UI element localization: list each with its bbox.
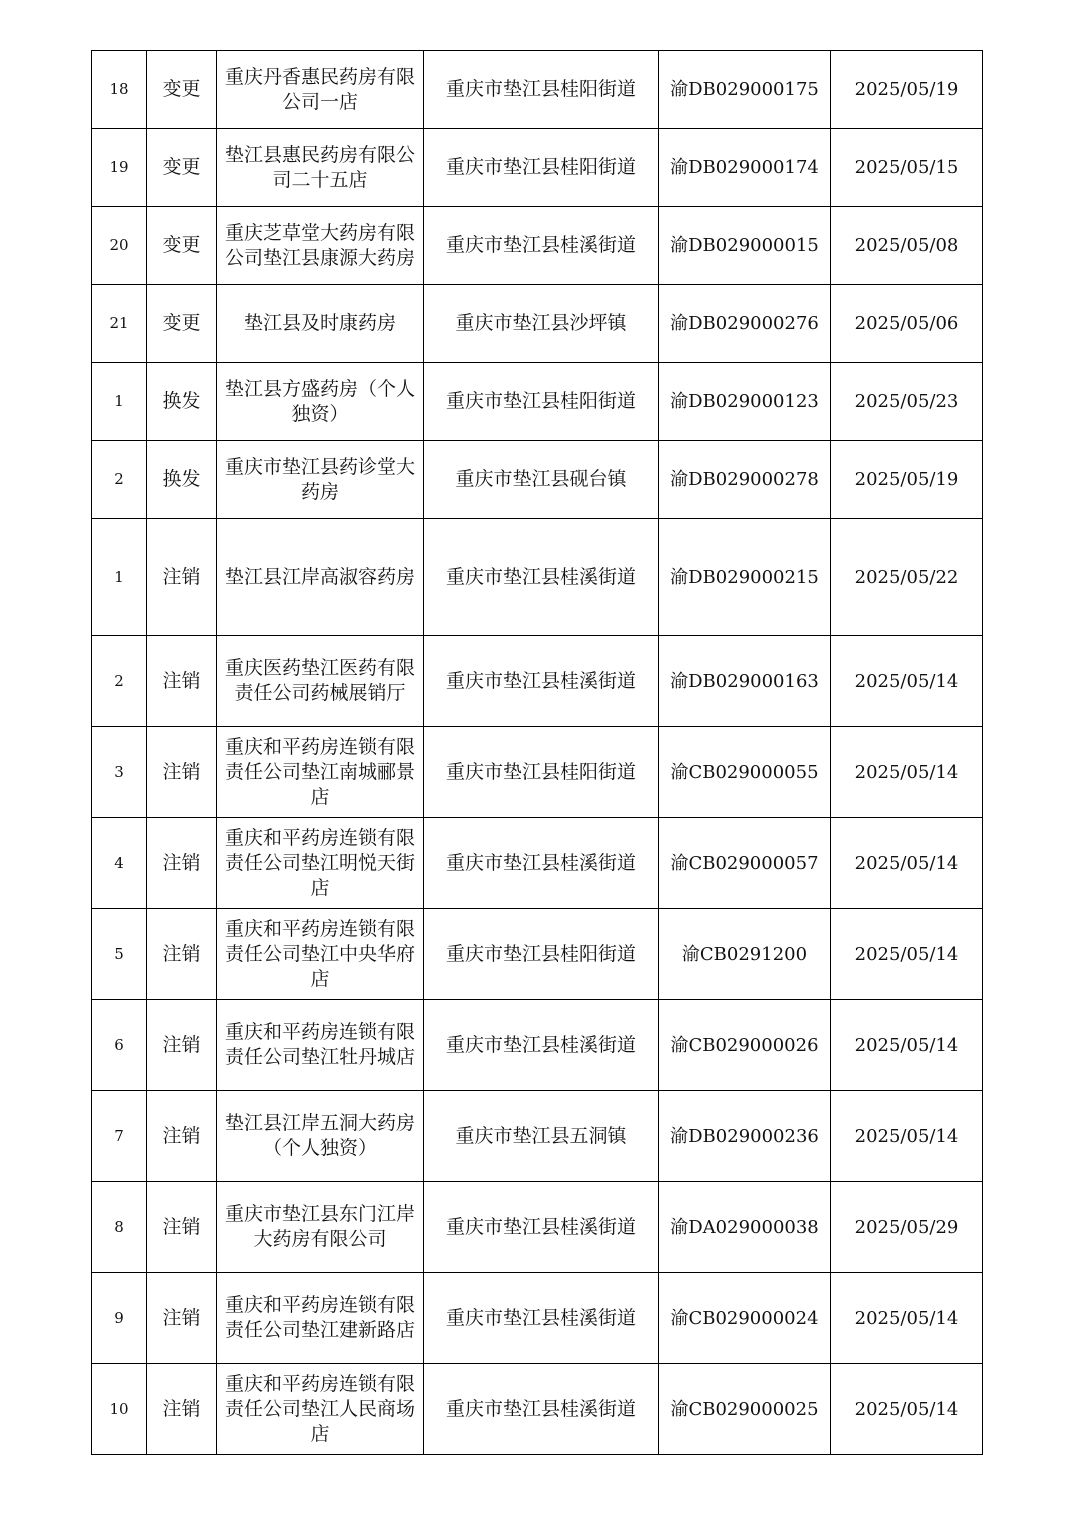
- row-number: 1: [92, 519, 147, 636]
- pharmacy-name: 垫江县惠民药房有限公司二十五店: [217, 129, 424, 207]
- pharmacy-name: 重庆和平药房连锁有限责任公司垫江中央华府店: [217, 909, 424, 1000]
- record-date: 2025/05/14: [831, 727, 983, 818]
- pharmacy-address: 重庆市垫江县桂溪街道: [424, 818, 659, 909]
- table-row: [92, 51, 983, 129]
- table-row: [92, 1091, 983, 1182]
- row-number: 1: [92, 363, 147, 441]
- pharmacy-name: 垫江县及时康药房: [217, 285, 424, 363]
- pharmacy-address: 重庆市垫江县沙坪镇: [424, 285, 659, 363]
- change-type: 变更: [147, 129, 217, 207]
- record-date: 2025/05/14: [831, 818, 983, 909]
- license-number: 渝DB029000174: [659, 129, 831, 207]
- pharmacy-address: 重庆市垫江县桂阳街道: [424, 129, 659, 207]
- pharmacy-name: 重庆和平药房连锁有限责任公司垫江牡丹城店: [217, 1000, 424, 1091]
- table-row: [92, 636, 983, 727]
- pharmacy-name: 重庆和平药房连锁有限责任公司垫江人民商场店: [217, 1364, 424, 1455]
- table-row: [92, 129, 983, 207]
- table-row: [92, 818, 983, 909]
- pharmacy-address: 重庆市垫江县桂溪街道: [424, 1273, 659, 1364]
- pharmacy-address: 重庆市垫江县桂溪街道: [424, 1364, 659, 1455]
- row-number: 20: [92, 207, 147, 285]
- change-type: 注销: [147, 909, 217, 1000]
- record-date: 2025/05/14: [831, 1000, 983, 1091]
- record-date: 2025/05/14: [831, 1364, 983, 1455]
- change-type: 注销: [147, 818, 217, 909]
- pharmacy-address: 重庆市垫江县砚台镇: [424, 441, 659, 519]
- row-number: 2: [92, 441, 147, 519]
- change-type: 注销: [147, 519, 217, 636]
- record-date: 2025/05/14: [831, 1273, 983, 1364]
- row-number: 8: [92, 1182, 147, 1273]
- pharmacy-address: 重庆市垫江县桂阳街道: [424, 363, 659, 441]
- pharmacy-name: 垫江县江岸五洞大药房（个人独资）: [217, 1091, 424, 1182]
- table-row: [92, 1273, 983, 1364]
- row-number: 10: [92, 1364, 147, 1455]
- change-type: 注销: [147, 1364, 217, 1455]
- row-number: 4: [92, 818, 147, 909]
- pharmacy-name: 重庆市垫江县药诊堂大药房: [217, 441, 424, 519]
- table-row: [92, 909, 983, 1000]
- pharmacy-license-table: [91, 50, 983, 1455]
- change-type: 注销: [147, 727, 217, 818]
- license-number: 渝DB029000276: [659, 285, 831, 363]
- record-date: 2025/05/06: [831, 285, 983, 363]
- license-number: 渝DB029000015: [659, 207, 831, 285]
- pharmacy-name: 重庆市垫江县东门江岸大药房有限公司: [217, 1182, 424, 1273]
- row-number: 19: [92, 129, 147, 207]
- license-number: 渝CB029000057: [659, 818, 831, 909]
- pharmacy-address: 重庆市垫江县桂阳街道: [424, 51, 659, 129]
- record-date: 2025/05/15: [831, 129, 983, 207]
- change-type: 换发: [147, 441, 217, 519]
- license-number: 渝DB029000278: [659, 441, 831, 519]
- license-number: 渝CB029000055: [659, 727, 831, 818]
- pharmacy-name: 重庆医药垫江医药有限责任公司药械展销厅: [217, 636, 424, 727]
- record-date: 2025/05/22: [831, 519, 983, 636]
- record-date: 2025/05/19: [831, 51, 983, 129]
- pharmacy-address: 重庆市垫江县五洞镇: [424, 1091, 659, 1182]
- pharmacy-address: 重庆市垫江县桂溪街道: [424, 207, 659, 285]
- record-date: 2025/05/29: [831, 1182, 983, 1273]
- row-number: 18: [92, 51, 147, 129]
- record-date: 2025/05/08: [831, 207, 983, 285]
- row-number: 3: [92, 727, 147, 818]
- pharmacy-address: 重庆市垫江县桂溪街道: [424, 636, 659, 727]
- license-number: 渝DB029000175: [659, 51, 831, 129]
- license-number: 渝DA029000038: [659, 1182, 831, 1273]
- table-row: [92, 363, 983, 441]
- license-number: 渝DB029000123: [659, 363, 831, 441]
- change-type: 注销: [147, 1091, 217, 1182]
- pharmacy-name: 垫江县方盛药房（个人独资）: [217, 363, 424, 441]
- license-number: 渝CB0291200: [659, 909, 831, 1000]
- change-type: 换发: [147, 363, 217, 441]
- change-type: 变更: [147, 207, 217, 285]
- pharmacy-name: 重庆丹香惠民药房有限公司一店: [217, 51, 424, 129]
- row-number: 6: [92, 1000, 147, 1091]
- row-number: 5: [92, 909, 147, 1000]
- table-row: [92, 207, 983, 285]
- license-number: 渝CB029000024: [659, 1273, 831, 1364]
- table-body: [92, 51, 983, 1455]
- pharmacy-address: 重庆市垫江县桂阳街道: [424, 909, 659, 1000]
- record-date: 2025/05/19: [831, 441, 983, 519]
- table-row: [92, 519, 983, 636]
- pharmacy-address: 重庆市垫江县桂溪街道: [424, 1000, 659, 1091]
- pharmacy-address: 重庆市垫江县桂溪街道: [424, 1182, 659, 1273]
- table-row: [92, 441, 983, 519]
- pharmacy-name: 垫江县江岸高淑容药房: [217, 519, 424, 636]
- pharmacy-name: 重庆芝草堂大药房有限公司垫江县康源大药房: [217, 207, 424, 285]
- pharmacy-address: 重庆市垫江县桂溪街道: [424, 519, 659, 636]
- change-type: 变更: [147, 285, 217, 363]
- pharmacy-name: 重庆和平药房连锁有限责任公司垫江南城郦景店: [217, 727, 424, 818]
- table-row: [92, 285, 983, 363]
- table-row: [92, 727, 983, 818]
- license-number: 渝DB029000236: [659, 1091, 831, 1182]
- table-row: [92, 1364, 983, 1455]
- license-number: 渝DB029000215: [659, 519, 831, 636]
- record-date: 2025/05/14: [831, 909, 983, 1000]
- table-row: [92, 1182, 983, 1273]
- change-type: 注销: [147, 636, 217, 727]
- change-type: 注销: [147, 1000, 217, 1091]
- record-date: 2025/05/14: [831, 636, 983, 727]
- row-number: 21: [92, 285, 147, 363]
- change-type: 注销: [147, 1182, 217, 1273]
- table-row: [92, 1000, 983, 1091]
- row-number: 7: [92, 1091, 147, 1182]
- license-number: 渝CB029000026: [659, 1000, 831, 1091]
- pharmacy-address: 重庆市垫江县桂阳街道: [424, 727, 659, 818]
- record-date: 2025/05/23: [831, 363, 983, 441]
- row-number: 2: [92, 636, 147, 727]
- change-type: 注销: [147, 1273, 217, 1364]
- row-number: 9: [92, 1273, 147, 1364]
- license-number: 渝CB029000025: [659, 1364, 831, 1455]
- record-date: 2025/05/14: [831, 1091, 983, 1182]
- pharmacy-name: 重庆和平药房连锁有限责任公司垫江建新路店: [217, 1273, 424, 1364]
- pharmacy-name: 重庆和平药房连锁有限责任公司垫江明悦天街店: [217, 818, 424, 909]
- license-number: 渝DB029000163: [659, 636, 831, 727]
- change-type: 变更: [147, 51, 217, 129]
